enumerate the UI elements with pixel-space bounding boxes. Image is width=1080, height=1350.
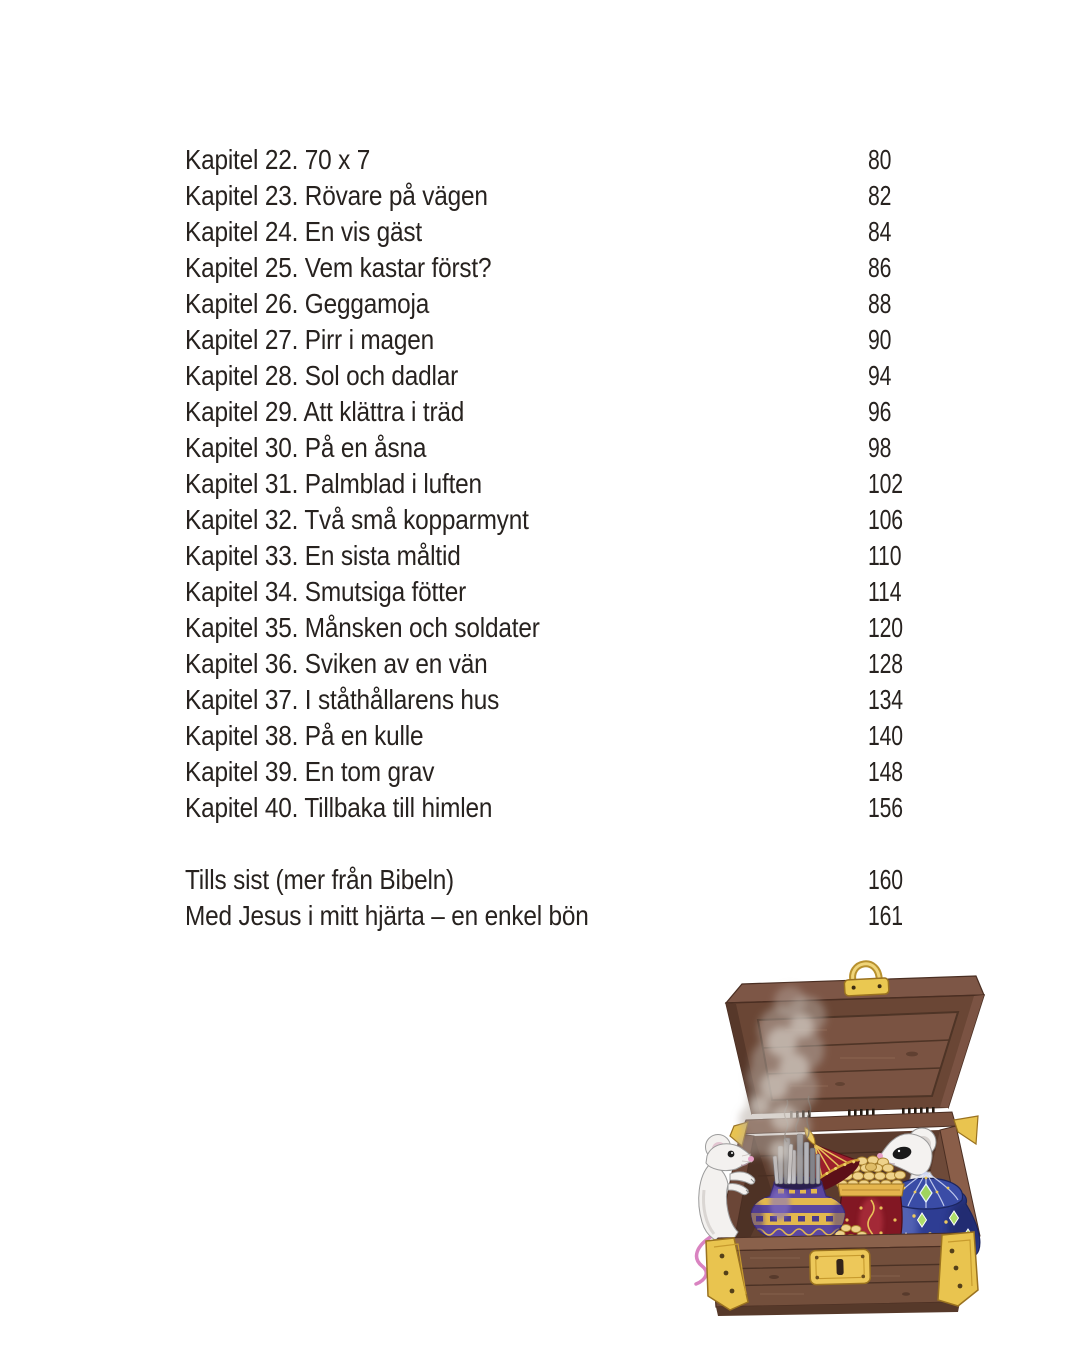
toc-entry-title: Kapitel 32. Två små kopparmynt	[185, 504, 529, 535]
toc-entry-page-number-text: 86	[868, 252, 892, 283]
toc-entry-page-number	[868, 646, 908, 682]
toc-entry-title: Kapitel 27. Pirr i magen	[185, 324, 435, 355]
toc-entry-page-number-text: 160	[868, 864, 903, 895]
toc-row	[185, 754, 965, 790]
toc-entry-page-number	[868, 214, 895, 250]
toc-row	[185, 646, 965, 682]
toc-entry-page-number	[868, 466, 908, 502]
toc-row	[185, 322, 965, 358]
keyhole-icon	[836, 1259, 843, 1275]
toc-entry-title: Kapitel 36. Sviken av en vän	[185, 648, 488, 679]
toc-entry-page-number	[868, 610, 908, 646]
toc-entry-title: Kapitel 26. Geggamoja	[185, 288, 430, 319]
front-clasp	[810, 1249, 871, 1285]
toc-entry-page-number	[868, 682, 908, 718]
toc-row	[185, 718, 965, 754]
toc-entry-page-number-text: 96	[868, 396, 892, 427]
toc-entry-page-number-text: 110	[868, 540, 902, 571]
toc-entry-page-number-text: 128	[868, 648, 903, 679]
toc-row	[185, 610, 965, 646]
corner-bracket-right	[938, 1232, 978, 1306]
toc-entry-page-number-text: 80	[868, 144, 892, 175]
toc-entry-page-number-text: 156	[868, 792, 903, 823]
toc-entry-title: Kapitel 23. Rövare på vägen	[185, 180, 488, 211]
toc-entry-page-number	[868, 898, 908, 934]
toc-entry-page-number	[868, 754, 908, 790]
toc-row	[185, 574, 965, 610]
toc-entry-page-number	[868, 178, 895, 214]
toc-row	[185, 898, 965, 934]
toc-entry-page-number	[868, 250, 895, 286]
toc-row	[185, 286, 965, 322]
toc-row	[185, 862, 965, 898]
toc-row	[185, 430, 965, 466]
toc-entry-page-number-text: 120	[868, 612, 903, 643]
toc-entry-page-number	[868, 718, 908, 754]
toc-entry-title: Kapitel 37. I ståthållarens hus	[185, 684, 500, 715]
toc-row	[185, 214, 965, 250]
toc-entry-page-number	[868, 286, 895, 322]
toc-entry-page-number-text: 84	[868, 216, 892, 247]
toc-entry-page-number	[868, 538, 906, 574]
toc-row	[185, 178, 965, 214]
toc-row	[185, 502, 965, 538]
toc-entry-title: Kapitel 30. På en åsna	[185, 432, 427, 463]
toc-entry-title: Kapitel 35. Månsken och soldater	[185, 612, 540, 643]
toc-entry-page-number	[868, 430, 895, 466]
toc-entry-title: Kapitel 39. En tom grav	[185, 756, 435, 787]
toc-entry-page-number	[868, 394, 895, 430]
toc-row	[185, 538, 965, 574]
mouse-left-nose	[748, 1156, 754, 1162]
toc-entry-title: Med Jesus i mitt hjärta – en enkel bön	[185, 900, 589, 931]
toc-entry-page-number-text: 88	[868, 288, 892, 319]
mouse-left-eye	[728, 1151, 735, 1158]
toc-entry-page-number	[868, 322, 895, 358]
toc-row	[185, 790, 965, 826]
toc-row	[185, 466, 965, 502]
toc-entry-page-number-text: 134	[868, 684, 903, 715]
toc-entry-title: Kapitel 38. På en kulle	[185, 720, 424, 751]
toc-entry-title: Kapitel 29. Att klättra i träd	[185, 396, 465, 427]
toc-row	[185, 682, 965, 718]
toc-list	[185, 142, 965, 826]
toc-entry-title: Kapitel 24. En vis gäst	[185, 216, 423, 247]
toc-entry-title: Kapitel 22. 70 x 7	[185, 144, 371, 175]
toc-entry-page-number-text: 94	[868, 360, 892, 391]
toc-entry-title: Kapitel 28. Sol och dadlar	[185, 360, 459, 391]
toc-row	[185, 394, 965, 430]
toc-row	[185, 250, 965, 286]
toc-extras-list	[185, 862, 965, 934]
toc-entry-page-number-text: 148	[868, 756, 903, 787]
toc-row	[185, 358, 965, 394]
lid-handle	[843, 963, 889, 996]
toc-entry-page-number-text: 90	[868, 324, 892, 355]
toc-entry-title: Kapitel 34. Smutsiga fötter	[185, 576, 467, 607]
toc-entry-page-number	[868, 358, 895, 394]
toc-entry-page-number-text: 82	[868, 180, 892, 211]
toc-entry-page-number-text: 98	[868, 432, 892, 463]
toc-entry-page-number-text: 114	[868, 576, 902, 607]
toc-entry-title: Kapitel 33. En sista måltid	[185, 540, 461, 571]
toc-entry-page-number	[868, 142, 895, 178]
toc-entry-title: Kapitel 25. Vem kastar först?	[185, 252, 492, 283]
toc-entry-page-number-text: 161	[868, 900, 903, 931]
toc-entry-page-number	[868, 862, 908, 898]
toc-entry-page-number-text: 106	[868, 504, 903, 535]
toc-entry-title: Tills sist (mer från Bibeln)	[185, 864, 455, 895]
toc-entry-page-number	[868, 502, 908, 538]
toc-entry-page-number	[868, 574, 906, 610]
treasure-chest-illustration	[690, 950, 990, 1318]
toc-entry-page-number-text: 102	[868, 468, 903, 499]
toc-entry-title: Kapitel 40. Tillbaka till himlen	[185, 792, 493, 823]
toc-entry-page-number-text: 140	[868, 720, 903, 751]
table-of-contents	[185, 142, 965, 934]
toc-row	[185, 142, 965, 178]
toc-entry-page-number	[868, 790, 908, 826]
toc-entry-title: Kapitel 31. Palmblad i luften	[185, 468, 482, 499]
